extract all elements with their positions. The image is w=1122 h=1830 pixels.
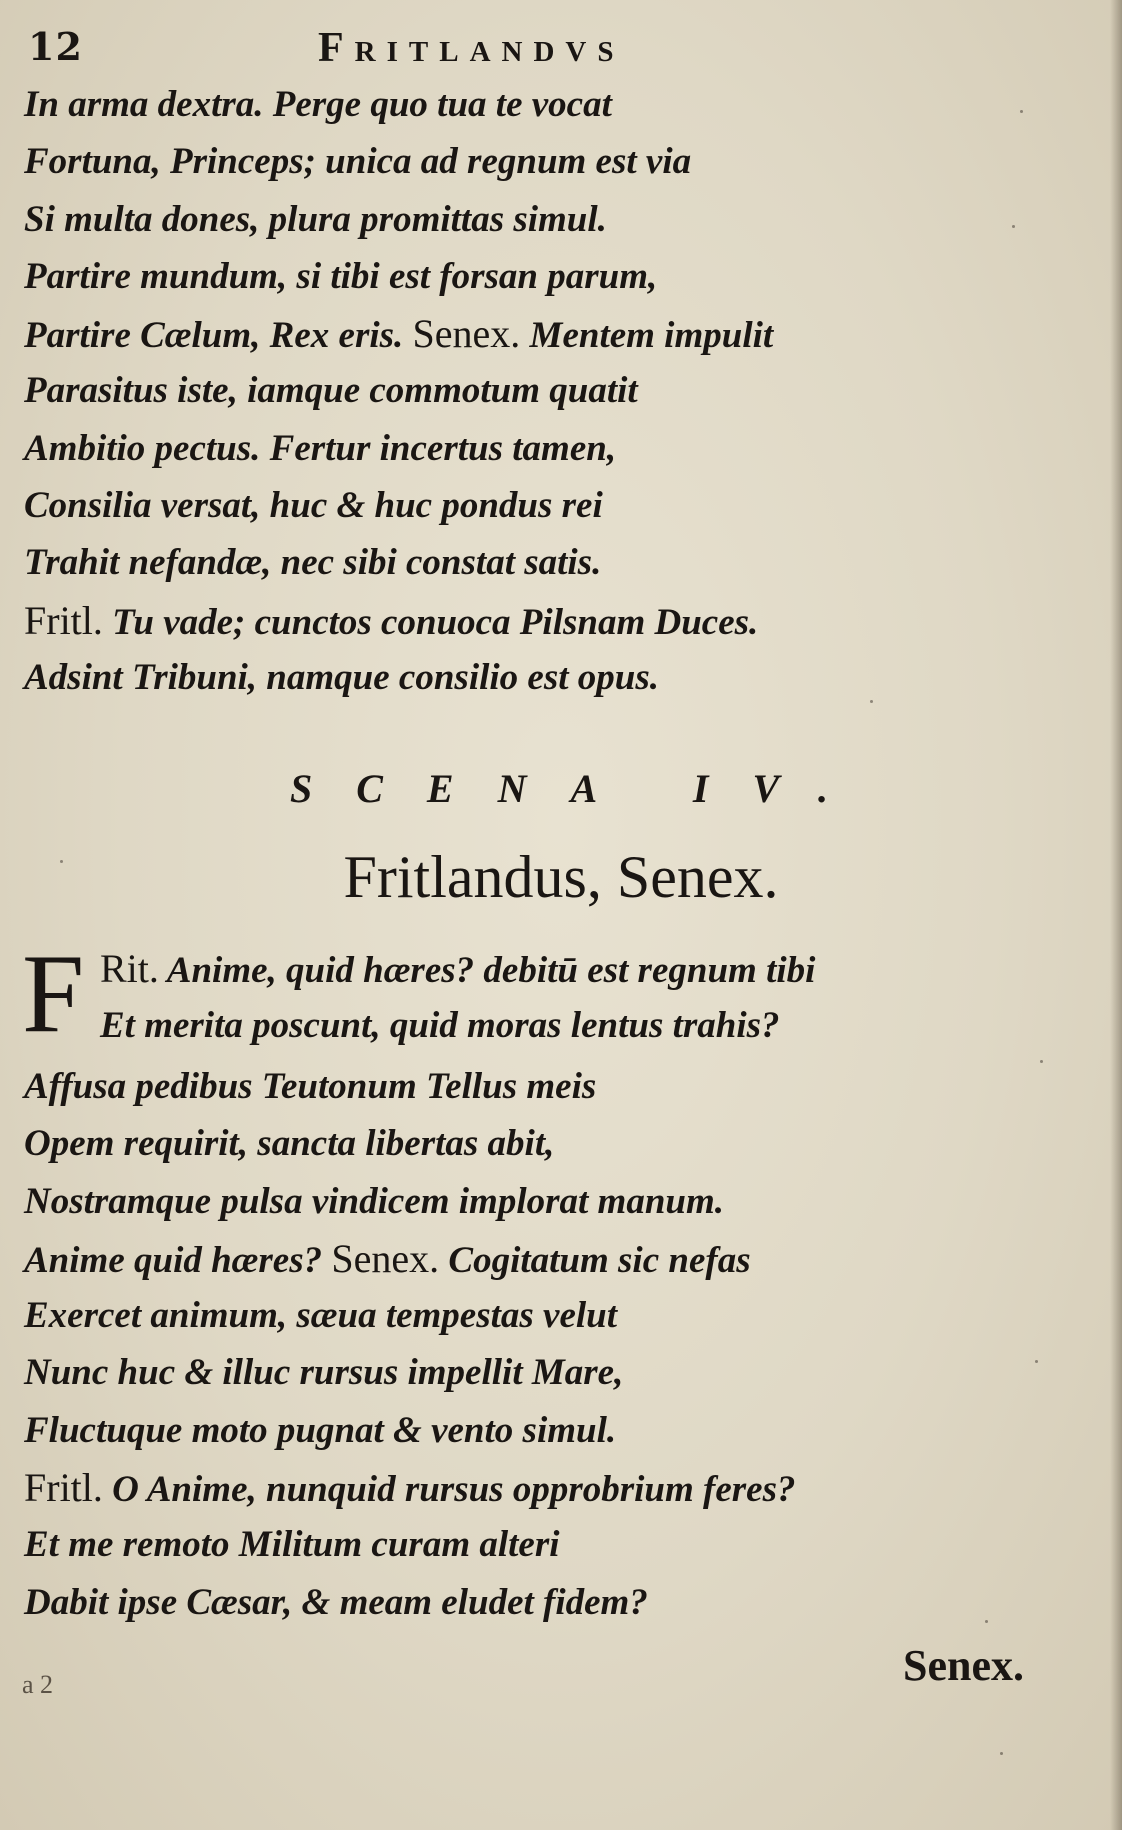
verse-line <box>24 1173 795 1230</box>
page-number: 12 <box>28 24 83 69</box>
verse-text: Trahit nefandæ, nec sibi constat satis. <box>24 542 602 584</box>
speaker-label: Senex. <box>331 1235 440 1281</box>
verse-block-opening <box>100 940 815 1055</box>
verse-line <box>100 940 815 997</box>
verse-text: Adsint Tribuni, namque consilio est opus. <box>24 656 659 698</box>
verse-text: Affusa pedibus Teutonum Tellus meis <box>24 1066 597 1107</box>
verse-line <box>24 420 773 477</box>
verse-text: Et me remoto Militum curam alteri <box>24 1524 560 1566</box>
catchword: Senex. <box>903 1641 1024 1690</box>
verse-text: Tu vade; cunctos conuoca Pilsnam Duces. <box>102 601 759 643</box>
verse-text: Fortuna, Princeps; unica ad regnum est via <box>24 141 692 183</box>
verse-block-scene-iv <box>24 1058 795 1631</box>
verse-text: Nostramque pulsa vindicem implorat manum. <box>24 1180 725 1222</box>
verse-text: Consilia versat, huc & huc pondus rei <box>24 485 603 527</box>
verse-line <box>24 1287 795 1344</box>
verse-text: In arma dextra. Perge quo tua te vocat <box>24 84 612 125</box>
verse-text: O Anime, nunquid rursus opprobrium feres? <box>102 1469 796 1511</box>
speaker-label: Fritl. <box>24 597 103 643</box>
verse-line <box>24 1344 795 1401</box>
verse-line <box>24 1459 795 1516</box>
verse-line <box>24 362 773 419</box>
verse-line <box>24 1230 795 1287</box>
verse-line <box>24 1115 795 1172</box>
verse-text: Et merita poscunt, quid moras lentus trahis? <box>100 1005 780 1047</box>
verse-line <box>24 305 773 362</box>
signature-mark: a 2 <box>22 1670 54 1699</box>
verse-line <box>100 997 815 1054</box>
verse-text: Nunc huc & illuc rursus impellit Mare, <box>24 1352 624 1394</box>
verse-line <box>24 592 773 649</box>
verse-text: Opem requirit, sancta libertas abit, <box>24 1123 555 1165</box>
verse-block-scene-iii <box>24 76 773 706</box>
verse-line <box>24 477 773 534</box>
running-head: Fritlandvs <box>318 25 625 71</box>
verse-line <box>24 76 773 133</box>
verse-text: Cogitatum sic nefas <box>439 1239 751 1281</box>
verse-line <box>24 534 773 591</box>
speaker-label: Senex. <box>412 311 521 357</box>
verse-line <box>24 191 773 248</box>
verse-text: Fluctuque moto pugnat & vento simul. <box>24 1409 617 1451</box>
speaker-label: Fritl. <box>24 1465 103 1511</box>
verse-line <box>24 1516 795 1573</box>
scene-persons: Fritlandus, Senex. <box>343 844 779 910</box>
verse-text: Parasitus iste, iamque commotum quatit <box>24 370 638 412</box>
verse-text: Dabit ipse Cæsar, & meam eludet fidem? <box>24 1581 648 1623</box>
verse-text: Ambitio pectus. Fertur incertus tamen, <box>24 427 617 469</box>
scene-heading: SCENA IV. <box>289 766 873 811</box>
verse-text: Partire mundum, si tibi est forsan parum, <box>24 255 658 297</box>
verse-text: Mentem impulit <box>520 315 774 357</box>
verse-line <box>24 1058 795 1115</box>
verse-line <box>24 649 773 706</box>
verse-text: Si multa dones, plura promittas simul. <box>24 198 607 240</box>
drop-cap-initial: F <box>22 932 85 1056</box>
verse-text: Anime, quid hæres? debitū est regnum tibi <box>158 950 816 991</box>
verse-text: Exercet animum, sæua tempestas velut <box>24 1295 618 1337</box>
verse-line <box>24 248 773 305</box>
verse-line <box>24 133 773 190</box>
verse-text: Anime quid hæres? <box>24 1239 332 1281</box>
speaker-label: Rit. <box>100 946 159 991</box>
verse-line <box>24 1574 795 1631</box>
verse-line <box>24 1402 795 1459</box>
page-header <box>0 18 1122 78</box>
verse-text: Partire Cælum, Rex eris. <box>24 315 413 357</box>
